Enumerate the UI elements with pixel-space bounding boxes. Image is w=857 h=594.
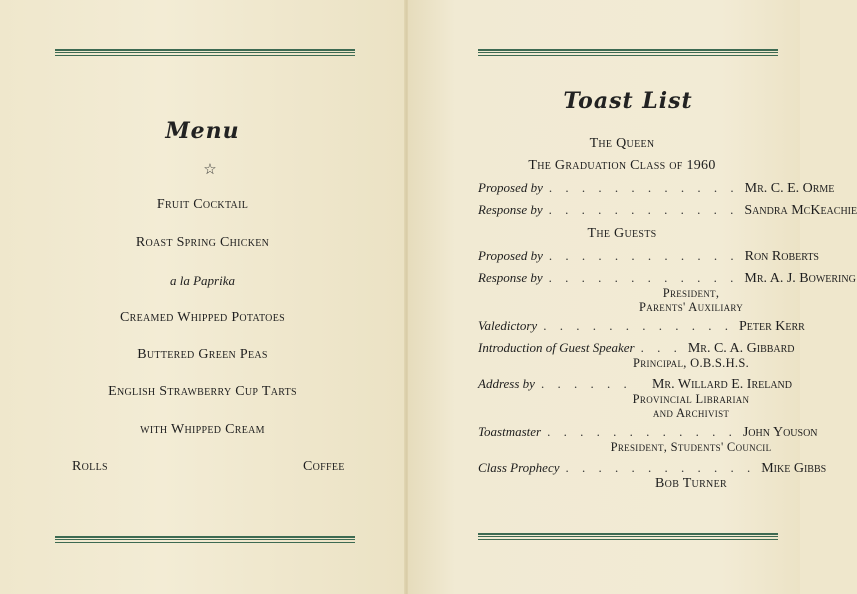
menu-page xyxy=(0,0,405,594)
toast-row: Proposed by . . . . . . . . . . . . Mr. C. E. Orme xyxy=(478,180,835,196)
menu-rolls: Rolls xyxy=(72,459,108,474)
toast-row-value: Ron Roberts xyxy=(744,249,819,264)
toast-row-subtitle: Principal, O.B.S.H.S. xyxy=(632,356,750,370)
toast-row: Toastmaster . . . . . . . . . . . . John Youson xyxy=(478,424,818,440)
toast-row-label: Response by xyxy=(478,270,543,285)
toast-row: Response by . . . . . . . . . . . . Sandra McKeachie xyxy=(478,202,857,218)
toast-row-subtitle: and Archivist xyxy=(652,406,730,420)
toast-row-subtitle: Bob Turner xyxy=(655,476,727,491)
toast-row-label: Class Prophecy xyxy=(478,460,560,475)
toast-row: Valedictory . . . . . . . . . . . . Peter Kerr xyxy=(478,318,805,334)
menu-title: Menu xyxy=(165,118,240,144)
toast-row-subtitle: President, Students' Council xyxy=(610,440,772,454)
toast-row-label: Valedictory xyxy=(478,318,538,333)
menu-coffee: Coffee xyxy=(303,459,345,474)
toast-row: Class Prophecy . . . . . . . . . . . . Mike Gibbs xyxy=(478,460,827,476)
menu-item-peas: Buttered Green Peas xyxy=(137,347,268,362)
toast-row-value: Peter Kerr xyxy=(738,319,805,334)
toast-row-subtitle: President, xyxy=(662,286,720,300)
menu-item-tarts: English Strawberry Cup Tarts xyxy=(108,384,297,399)
menu-item-fruit-cocktail: Fruit Cocktail xyxy=(156,197,249,212)
toast-row-value: Mr. C. A. Gibbard xyxy=(687,341,795,356)
menu-item-paprika: a la Paprika xyxy=(170,273,235,288)
toast-graduation: The Graduation Class of 1960 xyxy=(528,158,716,173)
toast-bottom-rule xyxy=(478,533,778,540)
toast-row: Introduction of Guest Speaker . . . Mr. C. A. Gibbard xyxy=(478,340,795,356)
toast-row-subtitle: Provincial Librarian xyxy=(632,392,750,406)
toast-row-value: Mr. C. E. Orme xyxy=(744,181,835,196)
menu-item-whipped-cream: with Whipped Cream xyxy=(140,422,265,437)
toast-row: Response by . . . . . . . . . . . . Mr. A. J. Bowering xyxy=(478,270,856,286)
toast-row-label: Response by xyxy=(478,202,543,217)
toast-row-label: Address by xyxy=(478,376,535,391)
toast-top-rule xyxy=(478,49,778,56)
toast-row-label: Proposed by xyxy=(478,180,543,195)
toast-queen: The Queen xyxy=(589,136,655,151)
toast-guests-heading: The Guests xyxy=(587,226,657,241)
toast-title: Toast List xyxy=(563,88,693,114)
star-icon: ☆ xyxy=(203,162,217,178)
toast-row-value: Mr. Willard E. Ireland xyxy=(651,377,792,392)
menu-top-rule xyxy=(55,49,355,56)
toast-row-value: Mike Gibbs xyxy=(761,461,827,476)
toast-row-subtitle: Parents' Auxiliary xyxy=(638,300,744,314)
toast-row: Address by . . . . . . Mr. Willard E. Ireland xyxy=(478,376,792,392)
menu-item-potatoes: Creamed Whipped Potatoes xyxy=(120,310,285,325)
toast-row-value: Mr. A. J. Bowering xyxy=(744,271,856,286)
toast-row-label: Toastmaster xyxy=(478,424,542,439)
toast-row-value: Sandra McKeachie xyxy=(744,203,857,218)
toast-row: Proposed by . . . . . . . . . . . . Ron Roberts xyxy=(478,248,819,264)
menu-bottom-rule xyxy=(55,536,355,543)
toast-row-label: Introduction of Guest Speaker xyxy=(478,340,635,355)
toast-row-value: John Youson xyxy=(742,425,818,440)
toast-row-label: Proposed by xyxy=(478,248,543,263)
menu-item-roast-chicken: Roast Spring Chicken xyxy=(135,235,270,250)
